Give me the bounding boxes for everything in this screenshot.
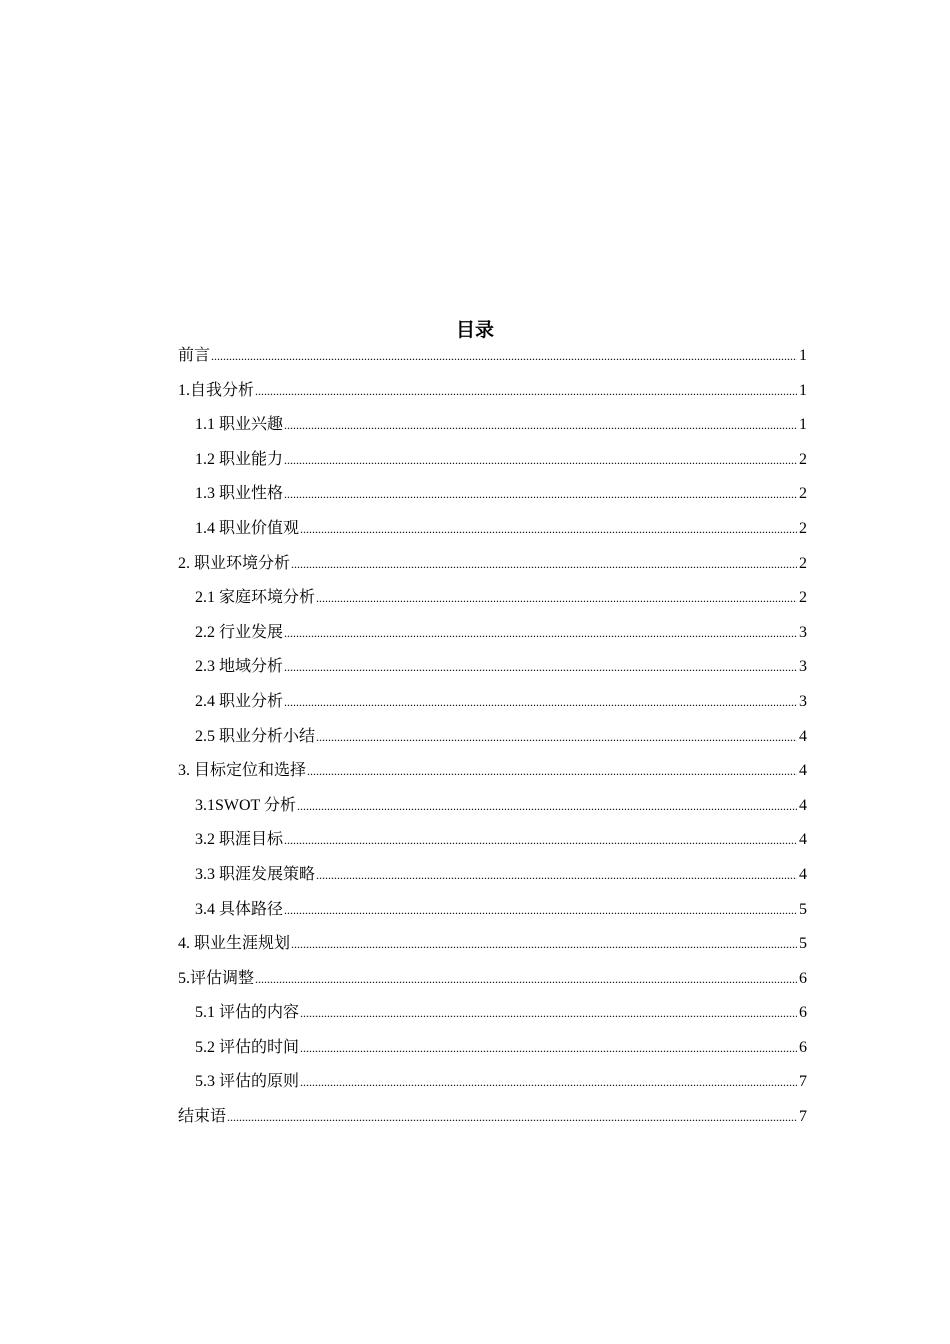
toc-entry-label: 2.3 地域分析 — [195, 658, 284, 676]
toc-entry-page: 3 — [799, 692, 807, 710]
toc-subentry[interactable] — [178, 893, 807, 928]
toc-entry-page: 1 — [799, 381, 807, 399]
dot-leader — [284, 893, 797, 928]
toc-subentry[interactable] — [178, 616, 807, 651]
toc-entry[interactable] — [178, 927, 807, 962]
toc-entry-label: 5.3 评估的原则 — [195, 1073, 300, 1091]
toc-subentry[interactable] — [178, 1065, 807, 1100]
toc-entry-label: 5.2 评估的时间 — [195, 1038, 300, 1056]
dot-leader — [316, 581, 797, 616]
dot-leader — [307, 754, 797, 789]
dot-leader — [255, 374, 797, 409]
dot-leader — [211, 339, 797, 374]
dot-leader — [255, 962, 797, 997]
toc-entry-label: 3.4 具体路径 — [195, 900, 284, 918]
toc-subentry[interactable] — [178, 720, 807, 755]
toc-entry[interactable] — [178, 754, 807, 789]
dot-leader — [284, 823, 797, 858]
toc-subentry[interactable] — [178, 823, 807, 858]
toc-entry-page: 2 — [799, 519, 807, 537]
toc-entry-label: 3.2 职涯目标 — [195, 831, 284, 849]
toc-entry[interactable] — [178, 374, 807, 409]
toc-entry-label: 1.4 职业价值观 — [195, 519, 300, 537]
toc-entry-page: 2 — [799, 589, 807, 607]
toc-entry-page: 1 — [799, 347, 807, 364]
toc-entry-page: 7 — [799, 1073, 807, 1091]
toc-entry[interactable] — [178, 962, 807, 997]
dot-leader — [297, 789, 797, 824]
dot-leader — [291, 927, 797, 962]
toc-entry-label: 2.5 职业分析小结 — [195, 727, 316, 745]
toc-entry-label: 4. 职业生涯规划 — [178, 935, 291, 953]
toc-entry-page: 2 — [799, 485, 807, 503]
toc-entry-label: 3.1SWOT 分析 — [195, 796, 297, 814]
toc-entry-label: 1.1 职业兴趣 — [195, 416, 284, 434]
toc-entry-label: 5.1 评估的内容 — [195, 1004, 300, 1022]
toc-entry-page: 4 — [799, 865, 807, 883]
toc-subentry[interactable] — [178, 443, 807, 478]
toc-entry-page: 6 — [799, 969, 807, 987]
dot-leader — [284, 616, 797, 651]
table-of-contents — [178, 339, 807, 1135]
toc-subentry[interactable] — [178, 858, 807, 893]
toc-entry-page: 1 — [799, 416, 807, 434]
dot-leader — [300, 512, 797, 547]
toc-subentry[interactable] — [178, 512, 807, 547]
toc-entry-label: 2.1 家庭环境分析 — [195, 589, 316, 607]
toc-entry-page: 7 — [799, 1108, 807, 1126]
dot-leader — [316, 720, 797, 755]
toc-entry-label: 2.4 职业分析 — [195, 692, 284, 710]
dot-leader — [284, 443, 797, 478]
dot-leader — [227, 1100, 797, 1135]
toc-entry-page: 4 — [799, 796, 807, 814]
toc-entry-label: 5.评估调整 — [178, 969, 255, 987]
toc-entry-label: 1.2 职业能力 — [195, 450, 284, 468]
dot-leader — [300, 1031, 797, 1066]
toc-entry-page: 4 — [799, 831, 807, 849]
toc-subentry[interactable] — [178, 1031, 807, 1066]
toc-entry-page: 2 — [799, 554, 807, 572]
toc-subentry[interactable] — [178, 789, 807, 824]
toc-entry-label: 1.自我分析 — [178, 381, 255, 399]
dot-leader — [284, 408, 797, 443]
toc-entry-page: 3 — [799, 623, 807, 641]
toc-subentry[interactable] — [178, 408, 807, 443]
toc-subentry[interactable] — [178, 996, 807, 1031]
toc-entry-label: 结束语 — [178, 1108, 227, 1126]
toc-subentry[interactable] — [178, 581, 807, 616]
toc-entry[interactable] — [178, 339, 807, 374]
toc-entry-label: 2.2 行业发展 — [195, 623, 284, 641]
toc-entry-page: 6 — [799, 1038, 807, 1056]
toc-subentry[interactable] — [178, 685, 807, 720]
dot-leader — [316, 858, 797, 893]
toc-entry-label: 3. 目标定位和选择 — [178, 762, 307, 780]
toc-entry-page: 5 — [799, 900, 807, 918]
toc-entry-page: 6 — [799, 1004, 807, 1022]
toc-entry-page: 2 — [799, 450, 807, 468]
dot-leader — [300, 1065, 797, 1100]
dot-leader — [284, 685, 797, 720]
toc-entry-page: 4 — [799, 762, 807, 780]
dot-leader — [284, 477, 797, 512]
toc-subentry[interactable] — [178, 477, 807, 512]
dot-leader — [284, 650, 797, 685]
toc-entry-page: 3 — [799, 658, 807, 676]
toc-entry-page: 5 — [799, 935, 807, 953]
toc-entry-label: 1.3 职业性格 — [195, 485, 284, 503]
toc-entry-label: 前言 — [178, 347, 211, 364]
dot-leader — [300, 996, 797, 1031]
toc-subentry[interactable] — [178, 650, 807, 685]
toc-entry[interactable] — [178, 1100, 807, 1135]
dot-leader — [291, 547, 797, 582]
toc-entry-page: 4 — [799, 727, 807, 745]
toc-title: 目录 — [455, 320, 494, 341]
toc-entry-label: 2. 职业环境分析 — [178, 554, 291, 572]
toc-entry[interactable] — [178, 547, 807, 582]
toc-entry-label: 3.3 职涯发展策略 — [195, 865, 316, 883]
